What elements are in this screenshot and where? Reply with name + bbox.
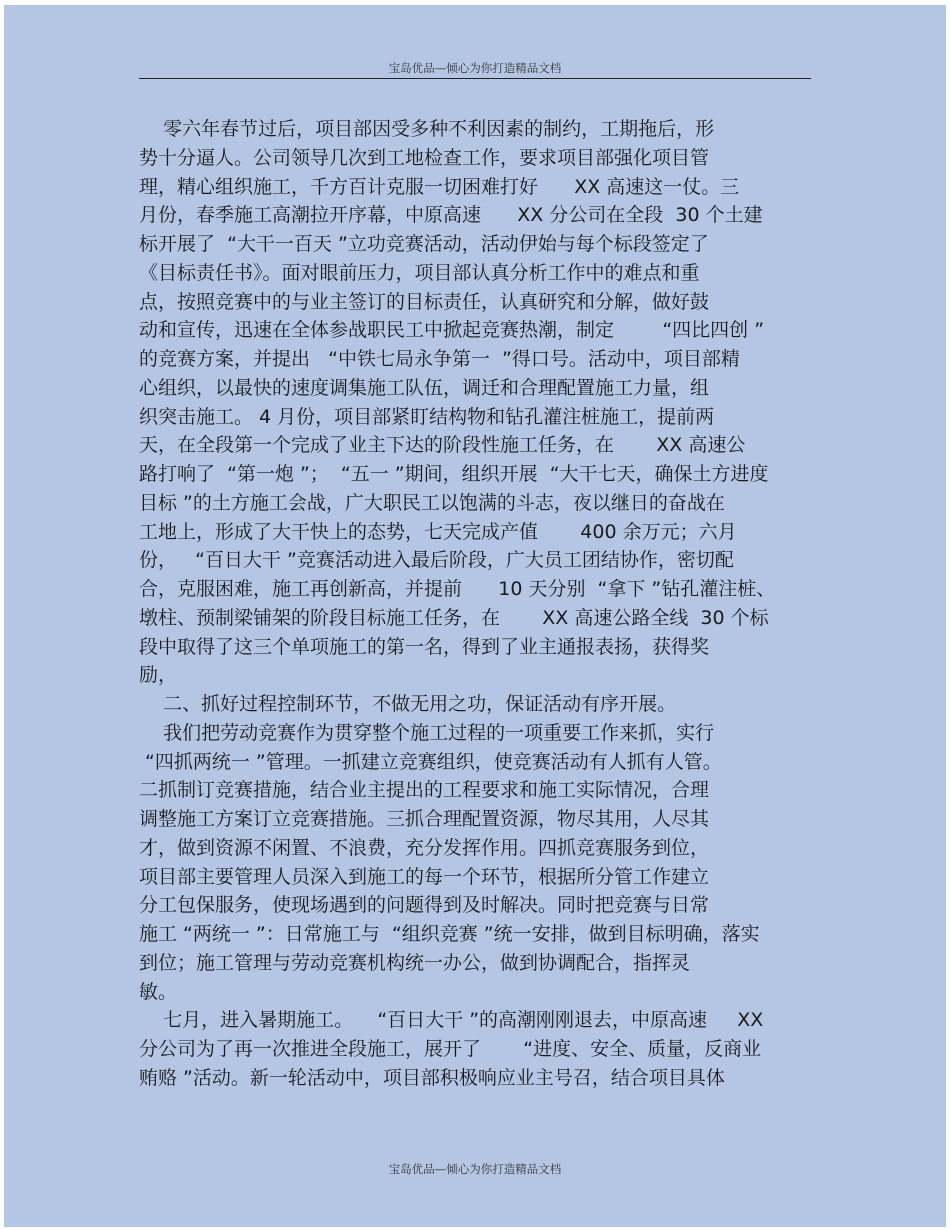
text-line: 势十分逼人。公司领导几次到工地检查工作，要求项目部强化项目管 — [139, 146, 710, 169]
text-line: 理，精心组织施工，千方百计克服一切困难打好 XX 高速这一仗。三 — [139, 175, 740, 198]
text-line: 点，按照竞赛中的与业主签订的目标责任，认真研究和分解，做好鼓 — [139, 290, 710, 313]
text-line: 合，克服困难，施工再创新高，并提前 10 天分别 “拿下 ”钻孔灌注桩、 — [139, 578, 776, 600]
text-line: 二抓制订竞赛措施，结合业主提出的工程要求和施工实际情况，合理 — [139, 779, 710, 802]
text-line: 励， — [139, 664, 178, 687]
text-line: 项目部主要管理人员深入到施工的每一个环节，根据所分管工作建立 — [139, 865, 710, 888]
document-page — [4, 5, 946, 1227]
text-line: 天，在全段第一个完成了业主下达的阶段性施工任务，在 XX 高速公 — [139, 434, 746, 457]
text-line: 织突击施工。 4 月份，项目部紧盯结构物和钻孔灌注桩施工，提前两 — [139, 405, 715, 428]
text-line: 月份，春季施工高潮拉开序幕，中原高速 XX 分公司在全段 30 个土建 — [139, 204, 763, 227]
text-line: 才，做到资源不闲置、不浪费，充分发挥作用。四抓竞赛服务到位， — [139, 836, 710, 859]
text-line: 墩柱、预制梁铺架的阶段目标施工任务，在 XX 高速公路全线 30 个标 — [139, 606, 769, 629]
body-text — [139, 115, 829, 1093]
text-line: 施工 “两统一 ”：日常施工与 “组织竞赛 ”统一安排，做到目标明确，落实 — [139, 923, 760, 945]
text-line: 目标 ”的土方施工会战，广大职民工以饱满的斗志，夜以继日的奋战在 — [139, 491, 725, 514]
page-header: 宝岛优品—倾心为你打造精品文档 — [388, 61, 562, 75]
text-line: 到位；施工管理与劳动竞赛机构统一办公，做到协调配合，指挥灵 — [139, 951, 691, 974]
text-line: 零六年春节过后，项目部因受多种不利因素的制约，工期拖后，形 — [139, 118, 715, 140]
text-line: 《目标责任书》。面对眼前压力，项目部认真分析工作中的难点和重 — [139, 261, 700, 284]
section-heading: 二、抓好过程控制环节，不做无用之功，保证活动有序开展。 — [139, 693, 677, 715]
text-line: 我们把劳动竞赛作为贯穿整个施工过程的一项重要工作来抓，实行 — [139, 721, 715, 744]
text-line: 标开展了 “大干一百天 ”立功竞赛活动，活动伊始与每个标段签定了 — [139, 233, 709, 255]
text-line: 贿赂 ”活动。新一轮活动中，项目部积极响应业主号召，结合项目具体 — [139, 1066, 725, 1089]
text-line: 心组织，以最快的速度调集施工队伍，调迁和合理配置施工力量，组 — [139, 376, 710, 399]
text-line: 工地上，形成了大干快上的态势，七天完成产值 400 余万元；六月 — [139, 520, 737, 543]
text-line: “四抓两统一 ”管理。一抓建立竞赛组织，使竞赛活动有人抓有人管。 — [139, 750, 722, 773]
text-line: 七月，进入暑期施工。 “百日大干 ”的高潮刚刚退去，中原高速 XX — [139, 1009, 764, 1032]
text-line: 路打响了 “第一炮 ”； “五一 ”期间，组织开展 “大干七天，确保土方进度 — [139, 463, 769, 485]
text-line: 分公司为了再一次推进全段施工，展开了 “进度、安全、质量，反商业 — [139, 1038, 762, 1060]
text-line: 动和宣传，迅速在全体参战职民工中掀起竞赛热潮，制定 “四比四创 ” — [139, 319, 765, 342]
header-divider — [139, 78, 811, 79]
text-line: 的竞赛方案，并提出 “中铁七局永争第一 ”得口号。活动中，项目部精 — [139, 348, 740, 370]
text-line: 调整施工方案订立竞赛措施。三抓合理配置资源，物尽其用，人尽其 — [139, 808, 710, 830]
text-line: 敏。 — [139, 980, 178, 1003]
text-line: 分工包保服务，使现场遇到的问题得到及时解决。同时把竞赛与日常 — [139, 894, 710, 917]
text-line: 份， “百日大干 ”竞赛活动进入最后阶段，广大员工团结协作，密切配 — [139, 549, 734, 572]
page-footer: 宝岛优品—倾心为你打造精品文档 — [388, 1162, 562, 1176]
text-line: 段中取得了这三个单项施工的第一名，得到了业主通报表扬，获得奖 — [139, 635, 710, 658]
